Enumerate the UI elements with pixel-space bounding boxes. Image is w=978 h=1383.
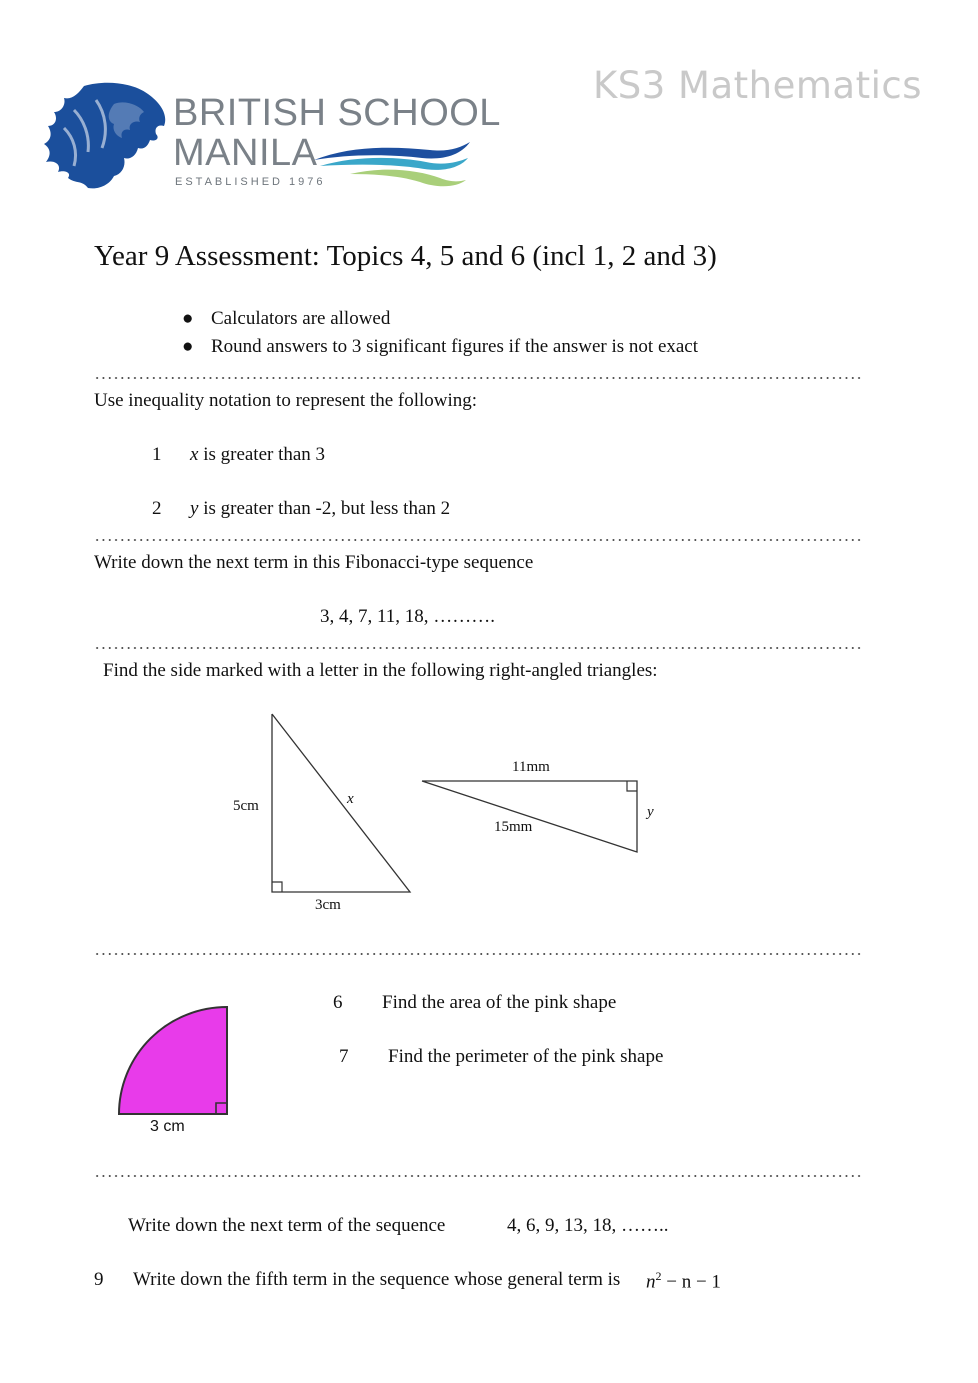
page-title: Year 9 Assessment: Topics 4, 5 and 6 (incl 1, 2 and 3): [94, 240, 717, 272]
school-name-line2: MANILA: [173, 132, 318, 174]
quarter-circle-figure: [112, 1000, 236, 1120]
instruction-item: Calculators are allowed: [211, 308, 391, 329]
triangles-prompt: Find the side marked with a letter in the following right-angled triangles:: [103, 660, 658, 681]
question-number: 9: [94, 1269, 104, 1290]
variable: y: [190, 498, 199, 519]
right-angle-marker: [272, 882, 282, 892]
variable: x: [347, 791, 354, 807]
subject-heading: KS3 Mathematics: [593, 64, 922, 107]
triangle-2-side-label: [647, 804, 654, 821]
question-text: Find the area of the pink shape: [382, 992, 617, 1013]
triangle-2-top-label: 11mm: [512, 759, 550, 775]
lion-logo-icon: [44, 80, 172, 192]
exponent: 2: [655, 1269, 662, 1283]
instruction-bullet: ●: [182, 308, 194, 329]
variable: n: [646, 1271, 656, 1293]
fibonacci-prompt: Write down the next term in this Fibonacci-type sequence: [94, 552, 534, 573]
fibonacci-sequence: 3, 4, 7, 11, 18, ……….: [320, 606, 496, 627]
variable: x: [190, 444, 199, 465]
radius-label: 3 cm: [150, 1118, 185, 1135]
inequality-prompt: Use inequality notation to represent the following:: [94, 390, 478, 411]
sequence-values: 4, 6, 9, 13, 18, ……..: [507, 1215, 669, 1236]
instruction-bullet: ●: [182, 336, 194, 357]
quarter-circle-shape: [119, 1007, 227, 1114]
formula-rest: − n − 1: [666, 1271, 721, 1293]
triangle-2-hyp-label: 15mm: [494, 819, 533, 835]
question-number: 1: [152, 444, 162, 465]
divider: [94, 539, 864, 541]
divider: [94, 1175, 864, 1177]
question-text-body: is greater than -2, but less than 2: [203, 498, 451, 519]
school-name-line1: BRITISH SCHOOL: [173, 92, 501, 134]
right-angle-marker: [627, 781, 637, 791]
question-text: [190, 444, 325, 466]
question-text-body: is greater than 3: [203, 444, 326, 465]
variable: y: [647, 804, 654, 820]
general-term-formula: [646, 1269, 721, 1293]
question-number: 6: [333, 992, 343, 1013]
triangle-1-height-label: 5cm: [233, 798, 259, 814]
triangle-1-hyp-label: [347, 791, 354, 808]
instruction-item: Round answers to 3 significant figures if the answer is not exact: [211, 336, 699, 357]
question-text: [190, 498, 450, 520]
question-text: Write down the fifth term in the sequence whose general term is: [133, 1269, 621, 1290]
divider: [94, 377, 864, 379]
divider: [94, 953, 864, 955]
question-text: Find the perimeter of the pink shape: [388, 1046, 664, 1067]
established-text: ESTABLISHED 1976: [175, 176, 326, 188]
sequence-prompt: Write down the next term of the sequence: [128, 1215, 446, 1236]
triangle-1-shape: [272, 714, 410, 892]
question-number: 7: [339, 1046, 349, 1067]
wave-logo-icon: [310, 138, 472, 188]
triangle-2-shape: [422, 781, 637, 852]
triangle-figure-2: [415, 770, 650, 865]
divider: [94, 647, 864, 649]
question-number: 2: [152, 498, 162, 519]
triangle-1-base-label: 3cm: [315, 897, 341, 913]
